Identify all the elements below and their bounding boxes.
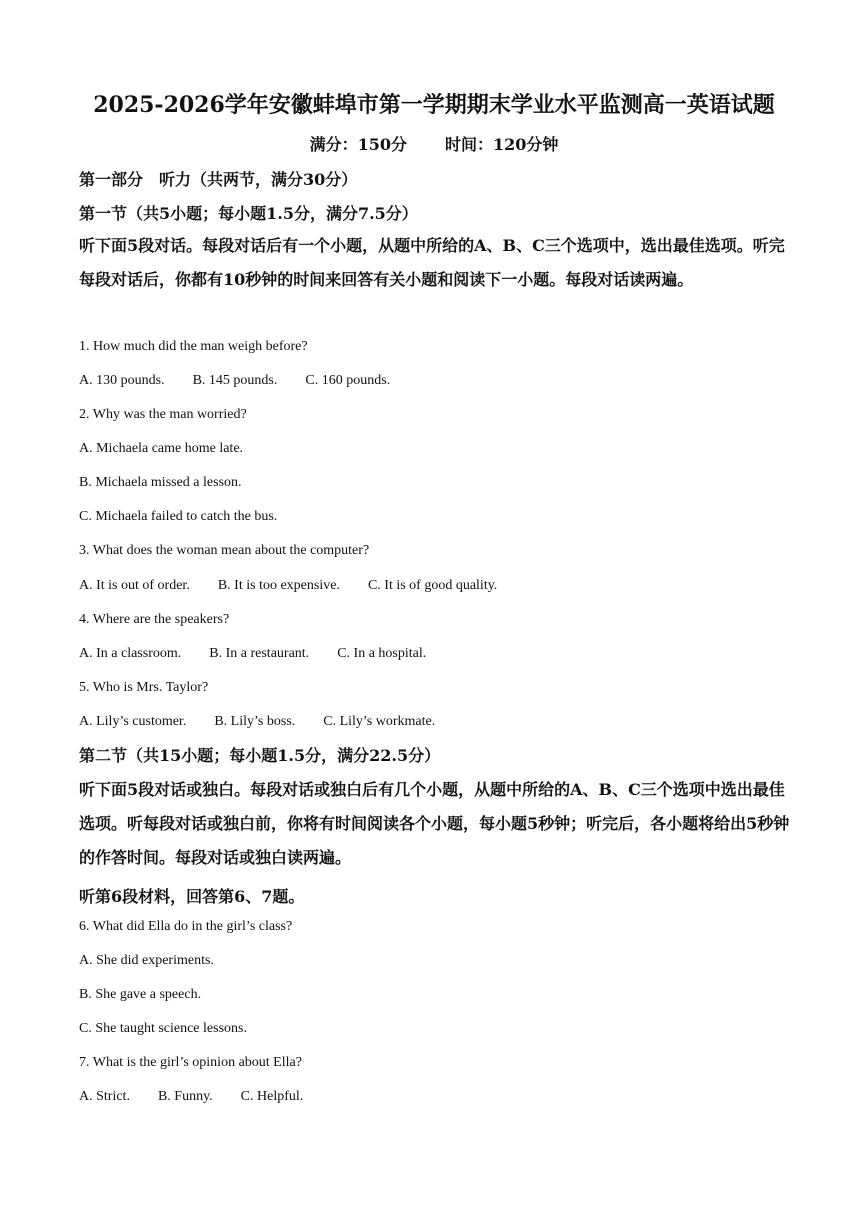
question-2-option-b: B. Michaela missed a lesson.	[79, 475, 242, 490]
option-a: A. 130 pounds.	[79, 373, 165, 388]
question-5-options	[79, 714, 435, 730]
question-7: 7. What is the girl’s opinion about Ella?	[79, 1055, 302, 1070]
question-1: 1. How much did the man weigh before?	[79, 339, 308, 354]
exam-time: 时间：120分钟	[445, 135, 559, 154]
option-c: C. In a hospital.	[337, 646, 427, 661]
option-c: C. Helpful.	[240, 1089, 304, 1104]
section1-heading: 第一节（共5小题；每小题1.5分，满分7.5分）	[79, 204, 418, 223]
option-a: A. In a classroom.	[79, 646, 182, 661]
question-4-options	[79, 646, 426, 662]
option-b: B. 145 pounds.	[192, 373, 278, 388]
question-2: 2. Why was the man worried?	[79, 407, 247, 422]
question-2-option-c: C. Michaela failed to catch the bus.	[79, 509, 278, 524]
question-3-options	[79, 578, 497, 594]
section2-instruction: 听下面5段对话或独白。每段对话或独白后有几个小题，从题中所给的A、B、C三个选项中选出最佳选项。听每段对话或独白前，你将有时间阅读各个小题，每小题5秒钟；听完后，各小题将给出5秒钟的作答时间。每段对话或独白读两遍。	[79, 780, 790, 867]
part1-heading: 第一部分 听力（共两节，满分30分）	[79, 170, 358, 189]
question-6-option-a: A. She did experiments.	[79, 953, 214, 968]
question-6-option-c: C. She taught science lessons.	[79, 1021, 247, 1036]
question-6: 6. What did Ella do in the girl’s class?	[79, 919, 293, 934]
section2-heading: 第二节（共15小题；每小题1.5分，满分22.5分）	[79, 746, 441, 765]
option-b: B. In a restaurant.	[209, 646, 310, 661]
option-a: A. It is out of order.	[79, 578, 190, 593]
option-a: A. Strict.	[79, 1089, 130, 1104]
question-2-option-a: A. Michaela came home late.	[79, 441, 244, 456]
option-c: C. Lily’s workmate.	[323, 714, 436, 729]
full-score: 满分：150分	[309, 135, 407, 154]
exam-title: 2025-2026学年安徽蚌埠市第一学期期末学业水平监测高一英语试题	[93, 92, 775, 118]
option-b: B. Lily’s boss.	[214, 714, 296, 729]
exam-meta	[0, 132, 868, 155]
question-6-option-b: B. She gave a speech.	[79, 987, 202, 1002]
material-6-heading: 听第6段材料，回答第6、7题。	[79, 887, 305, 906]
option-b: B. Funny.	[157, 1089, 213, 1104]
option-c: C. 160 pounds.	[305, 373, 391, 388]
question-7-options	[79, 1089, 303, 1105]
question-4: 4. Where are the speakers?	[79, 612, 230, 627]
question-5: 5. Who is Mrs. Taylor?	[79, 680, 209, 695]
section1-instruction: 听下面5段对话。每段对话后有一个小题，从题中所给的A、B、C三个选项中，选出最佳选项。听完每段对话后，你都有10秒钟的时间来回答有关小题和阅读下一小题。每段对话读两遍。	[79, 236, 785, 289]
question-1-options	[79, 373, 390, 389]
option-b: B. It is too expensive.	[217, 578, 340, 593]
question-3: 3. What does the woman mean about the computer?	[79, 543, 370, 558]
option-a: A. Lily’s customer.	[79, 714, 187, 729]
option-c: C. It is of good quality.	[367, 578, 498, 593]
